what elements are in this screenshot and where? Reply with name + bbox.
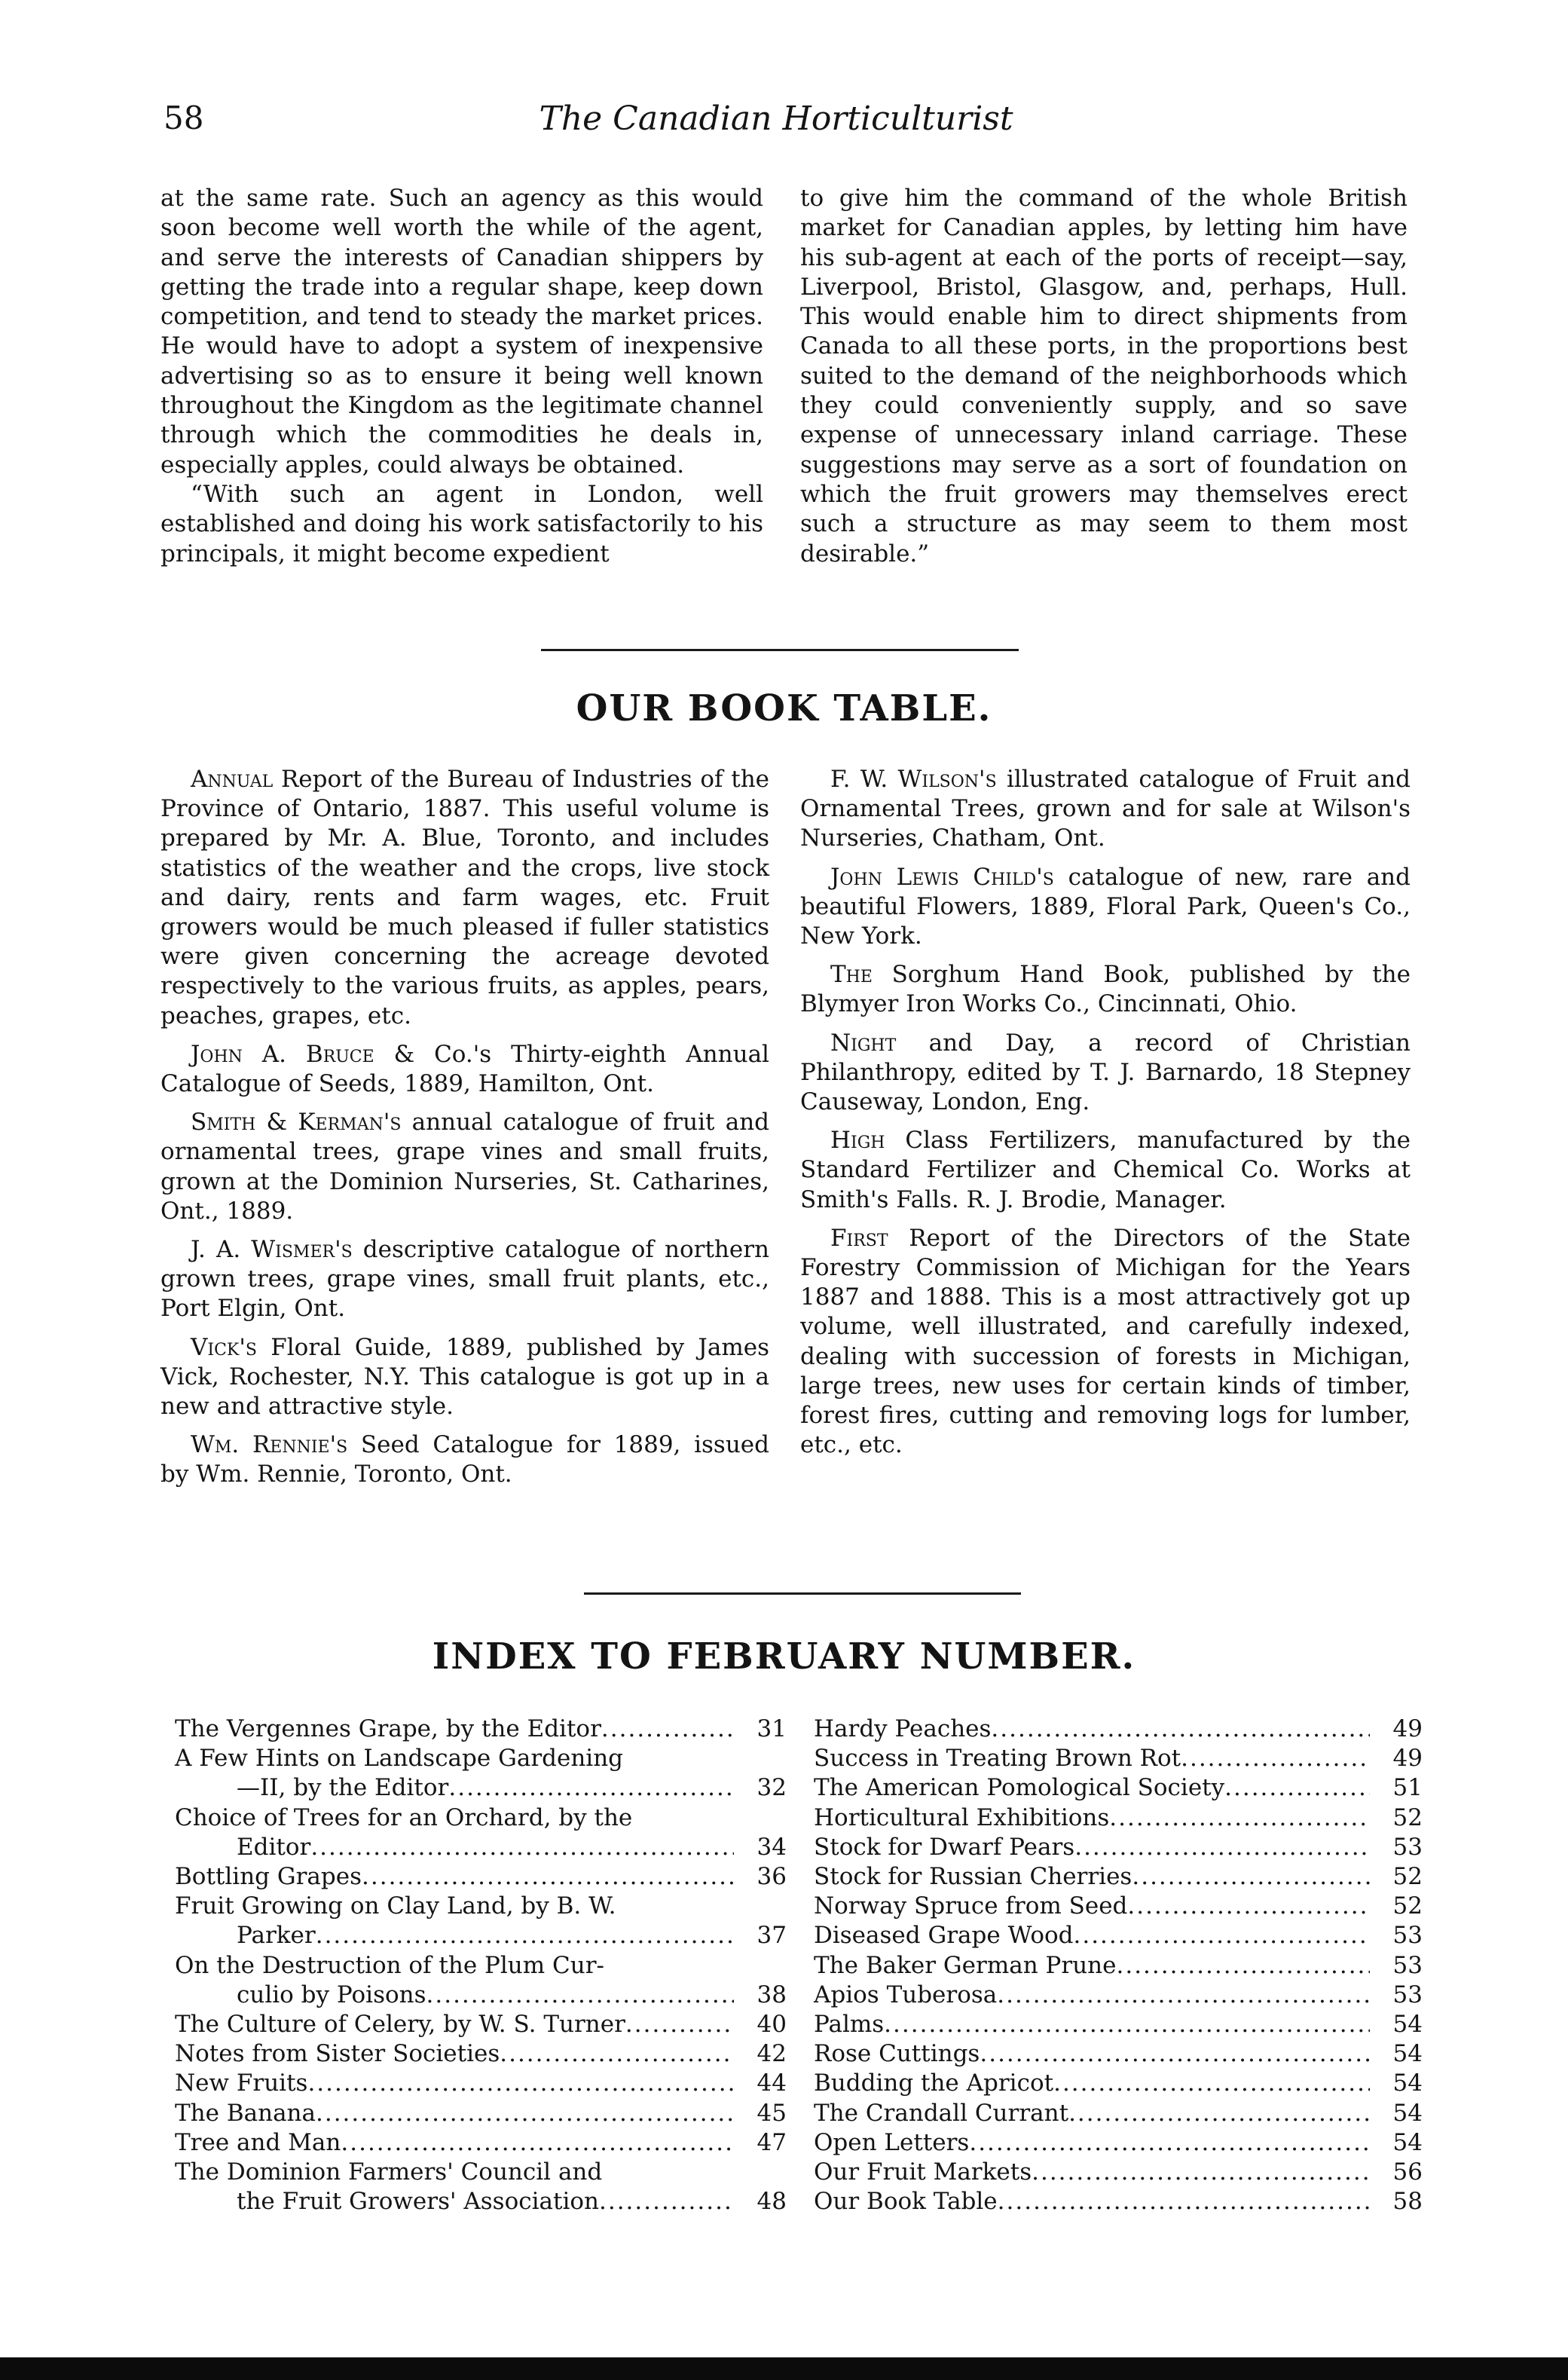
index-entry-page: 56 xyxy=(1392,2158,1423,2186)
dot-leader xyxy=(316,1921,734,1950)
dot-leader xyxy=(310,1833,734,1862)
dot-leader xyxy=(1127,1892,1370,1921)
index-entry xyxy=(814,2128,1423,2158)
index-entry-page: 47 xyxy=(756,2128,787,2156)
index-entry-page: 54 xyxy=(1392,2099,1423,2127)
book-entry-text: Seed Catalogue for 1889, issued by Wm. Rennie, Toronto, Ont. xyxy=(160,1431,769,1488)
book-table-title: OUR BOOK TABLE. xyxy=(576,687,992,730)
index-entry xyxy=(814,2158,1423,2187)
index-entry-title: the Fruit Growers' Association xyxy=(237,2188,599,2216)
dot-leader xyxy=(307,2069,734,2098)
book-entry xyxy=(800,1126,1411,1215)
index-entry-title: The Baker German Prune xyxy=(814,1951,1117,1979)
index-entry-title: Rose Cuttings xyxy=(814,2040,980,2068)
section-divider xyxy=(584,1592,1021,1595)
index-entry xyxy=(814,1921,1423,1950)
dot-leader xyxy=(1181,1744,1370,1773)
index-entry xyxy=(175,1744,787,1803)
index-entry-title: Parker xyxy=(237,1922,316,1950)
index-entry-page: 44 xyxy=(756,2069,787,2097)
book-entry xyxy=(160,1040,769,1099)
index-entry-page: 37 xyxy=(756,1922,787,1950)
book-entry-lead: Smith & Kerman's xyxy=(191,1109,402,1136)
book-table-left-column xyxy=(160,765,769,1499)
article-paragraph: to give him the command of the whole British market for Canadian apples, by letting him have his sub-agent at each of the ports of receipt—say, Liverpool, Bristol, Glasgow, and, perhaps, Hull. This would enable him to direct shipments from Canada to all these ports, in the proportions best suited to the demand of the neighborhoods which they could conveniently supply, and so save expense of unnecessary inland carriage. These suggestions may serve as a sort of foundation on which the fruit growers may themselves erect such a structure as may seem to them most desirable.” xyxy=(800,185,1408,567)
index-entry-title: Success in Treating Brown Rot xyxy=(814,1745,1181,1773)
dot-leader xyxy=(1132,1862,1370,1892)
index-entry-title: On the Destruction of the Plum Cur- xyxy=(175,1951,605,1979)
index-entry xyxy=(175,1892,787,1950)
book-entry-text: catalogue of new, rare and beautiful Flowers, 1889, Floral Park, Queen's Co., New York. xyxy=(800,863,1411,950)
article-paragraph: “With such an agent in London, well established and doing his work satisfactorily to his principals, it might become expedient xyxy=(160,480,763,567)
index-entry-page: 48 xyxy=(756,2188,787,2216)
dot-leader xyxy=(980,2039,1370,2069)
dot-leader xyxy=(1053,2069,1370,2098)
index-entry-title: The Crandall Currant xyxy=(814,2099,1069,2127)
article-paragraph: at the same rate. Such an agency as this would soon become well worth the while of the agent, and serve the interests of Canadian shippers by getting the trade into a regular shape, keep down competition, and tend to steady the market prices. He would have to adopt a system of inexpensive advertising so as to ensure it being well known throughout the Kingdom as the legitimate channel through which the commodities he deals in, especially apples, could always be obtained. xyxy=(160,185,763,479)
article-left-column xyxy=(160,184,763,569)
index-entry-title: The American Pomological Society xyxy=(814,1774,1225,1802)
bottom-edge-bar xyxy=(0,2357,1568,2380)
index-entry-page: 53 xyxy=(1392,1922,1423,1950)
page-number: 58 xyxy=(164,99,204,136)
index-entry-title: Our Book Table xyxy=(814,2188,998,2216)
index-entry-title: Tree and Man xyxy=(175,2128,341,2156)
index-entry xyxy=(175,2039,787,2069)
index-entry-page: 36 xyxy=(756,1863,787,1891)
book-entry-text: Class Fertilizers, manufactured by the Standard Fertilizer and Chemical Co. Works at Smith's Falls. R. J. Brodie, Manager. xyxy=(800,1127,1411,1213)
index-entry-title: Stock for Dwarf Pears xyxy=(814,1833,1075,1861)
book-entry-lead: Vick's xyxy=(191,1333,257,1361)
dot-leader xyxy=(991,1715,1370,1744)
book-entry-text: descriptive catalogue of northern grown trees, grape vines, small fruit plants, etc., Port Elgin, Ont. xyxy=(160,1236,769,1323)
index-entry-title: Stock for Russian Cherries xyxy=(814,1863,1132,1891)
book-entry xyxy=(800,960,1411,1019)
index-entry xyxy=(814,2039,1423,2069)
index-entry-title: —II, by the Editor xyxy=(237,1774,449,1802)
index-entry xyxy=(814,1951,1423,1981)
book-entry-text: annual catalogue of fruit and ornamental trees, grape vines and small fruits, grown at the Dominion Nurseries, St. Catharines, Ont., 1889. xyxy=(160,1109,769,1225)
index-entry xyxy=(814,1715,1423,1744)
index-entry-title: culio by Poisons xyxy=(237,1981,426,2008)
index-entry xyxy=(814,2099,1423,2128)
index-entry-title: Choice of Trees for an Orchard, by the xyxy=(175,1803,633,1831)
index-entry xyxy=(814,1744,1423,1773)
index-entry-page: 49 xyxy=(1392,1715,1423,1742)
index-entry-title: Notes from Sister Societies xyxy=(175,2040,500,2068)
index-right-column xyxy=(814,1715,1423,2216)
book-entry-lead: Wm. Rennie's xyxy=(191,1431,348,1459)
index-entry-page: 58 xyxy=(1392,2188,1423,2216)
dot-leader xyxy=(362,1862,734,1892)
index-entry-page: 49 xyxy=(1392,1745,1423,1773)
book-entry-lead: J. A. Wismer's xyxy=(191,1236,353,1264)
index-entry-title: The Vergennes Grape, by the Editor xyxy=(175,1715,601,1742)
book-entry xyxy=(800,1029,1411,1118)
index-entry-page: 40 xyxy=(756,2011,787,2039)
book-entry-text: & Co.'s Thirty-eighth Annual Catalogue of Seeds, 1889, Hamilton, Ont. xyxy=(160,1040,769,1098)
dot-leader xyxy=(1068,2099,1370,2128)
dot-leader xyxy=(884,2010,1370,2039)
book-entry xyxy=(160,1430,769,1489)
index-entry xyxy=(814,1862,1423,1892)
book-entry-text: illustrated catalogue of Fruit and Ornamental Trees, grown and for sale at Wilson's Nurseries, Chatham, Ont. xyxy=(800,766,1411,852)
index-entry xyxy=(814,1803,1423,1833)
index-entry-title: Budding the Apricot xyxy=(814,2069,1054,2097)
dot-leader xyxy=(448,1773,734,1803)
dot-leader xyxy=(1074,1833,1370,1862)
index-entry-title: Apios Tuberosa xyxy=(814,1981,998,2008)
article-right-column xyxy=(800,184,1408,569)
index-entry-page: 52 xyxy=(1392,1892,1423,1920)
index-entry-title: The Banana xyxy=(175,2099,316,2127)
index-entry xyxy=(175,1715,787,1744)
book-entry xyxy=(160,1108,769,1226)
index-entry-page: 54 xyxy=(1392,2128,1423,2156)
dot-leader xyxy=(500,2039,734,2069)
book-entry xyxy=(800,1224,1411,1461)
book-entry xyxy=(160,1333,769,1422)
book-entry-lead: John Lewis Child's xyxy=(830,863,1054,891)
dot-leader xyxy=(316,2099,734,2128)
index-entry-title: Palms xyxy=(814,2011,885,2039)
book-entry-text: Report of the Directors of the State Forestry Commission of Michigan for the Years 1887 and 1888. This is a most attractively got up volume, well illustrated, and carefully indexed, dealing with succession of forests in Michigan, large trees, new uses for certain kinds of timber, forest fires, cutting and removing logs for lumber, etc., etc. xyxy=(800,1224,1411,1459)
dot-leader xyxy=(341,2128,734,2158)
dot-leader xyxy=(625,2010,734,2039)
index-entry xyxy=(814,1833,1423,1862)
book-entry xyxy=(160,765,769,1031)
book-entry-text: and Day, a record of Christian Philanthropy, edited by T. J. Barnardo, 18 Stepney Causeway, London, Eng. xyxy=(800,1029,1411,1116)
book-entry-lead: The xyxy=(830,961,873,989)
book-entry-lead: Annual xyxy=(191,766,274,793)
index-entry-title: New Fruits xyxy=(175,2069,308,2097)
page-header xyxy=(154,99,1398,148)
index-entry-title: Fruit Growing on Clay Land, by B. W. xyxy=(175,1892,616,1920)
index-entry-page: 32 xyxy=(756,1774,787,1802)
index-entry-page: 52 xyxy=(1392,1803,1423,1831)
book-entry-lead: F. W. Wilson's xyxy=(830,766,997,793)
book-entry-text: Report of the Bureau of Industries of the Province of Ontario, 1887. This useful volume is prepared by Mr. A. Blue, Toronto, and includes statistics of the weather and the crops, live stock and dairy, rents and farm wages, etc. Fruit growers would be much pleased if fuller statistics were given concerning the acreage devoted respectively to the various fruits, as apples, pears, peaches, grapes, etc. xyxy=(160,766,769,1029)
index-entry-page: 51 xyxy=(1392,1774,1423,1802)
journal-title: The Canadian Horticulturist xyxy=(539,99,1013,138)
dot-leader xyxy=(1032,2158,1370,2187)
index-entry xyxy=(175,1951,787,2010)
index-entry-page: 52 xyxy=(1392,1863,1423,1891)
book-entry xyxy=(800,765,1411,854)
book-entry-lead: High xyxy=(830,1127,885,1155)
section-divider xyxy=(541,649,1019,651)
index-entry xyxy=(175,1803,787,1862)
index-entry xyxy=(175,2069,787,2098)
index-title: INDEX TO FEBRUARY NUMBER. xyxy=(432,1635,1136,1678)
index-entry-page: 42 xyxy=(756,2040,787,2068)
index-entry-page: 54 xyxy=(1392,2069,1423,2097)
index-entry-title: Bottling Grapes xyxy=(175,1863,362,1891)
index-entry-page: 31 xyxy=(756,1715,787,1742)
index-entry-title: A Few Hints on Landscape Gardening xyxy=(175,1745,624,1773)
index-entry-title: Norway Spruce from Seed xyxy=(814,1892,1128,1920)
index-entry-page: 54 xyxy=(1392,2040,1423,2068)
dot-leader xyxy=(1074,1921,1371,1950)
dot-leader xyxy=(998,2187,1370,2216)
dot-leader xyxy=(1224,1773,1370,1803)
index-entry-title: Editor xyxy=(237,1833,311,1861)
index-entry-title: Horticultural Exhibitions xyxy=(814,1803,1110,1831)
index-entry xyxy=(814,2187,1423,2216)
index-entry-title: The Dominion Farmers' Council and xyxy=(175,2158,603,2186)
book-entry-text: Floral Guide, 1889, published by James Vick, Rochester, N.Y. This catalogue is got up in a new and attractive style. xyxy=(160,1333,769,1421)
index-entry xyxy=(175,1862,787,1892)
index-entry-page: 45 xyxy=(756,2099,787,2127)
index-entry-page: 53 xyxy=(1392,1981,1423,2008)
dot-leader xyxy=(997,1981,1370,2010)
book-table-right-column xyxy=(800,765,1411,1469)
index-entry-page: 54 xyxy=(1392,2011,1423,2039)
index-entry-title: Hardy Peaches xyxy=(814,1715,992,1742)
index-entry xyxy=(814,2010,1423,2039)
index-entry xyxy=(814,2069,1423,2098)
book-entry xyxy=(160,1235,769,1324)
book-entry-lead: John A. Bruce xyxy=(191,1040,374,1068)
index-entry-title: The Culture of Celery, by W. S. Turner xyxy=(175,2011,625,2039)
index-entry xyxy=(175,2099,787,2128)
index-entry xyxy=(814,1892,1423,1921)
index-entry-page: 34 xyxy=(756,1833,787,1861)
index-entry-title: Open Letters xyxy=(814,2128,970,2156)
dot-leader xyxy=(969,2128,1370,2158)
index-left-column xyxy=(175,1715,787,2216)
book-entry-text: Sorghum Hand Book, published by the Blymyer Iron Works Co., Cincinnati, Ohio. xyxy=(800,961,1411,1018)
book-entry xyxy=(800,863,1411,952)
book-entry-lead: First xyxy=(830,1224,888,1252)
index-entry xyxy=(175,2128,787,2158)
dot-leader xyxy=(1109,1803,1370,1833)
book-entry-lead: Night xyxy=(830,1029,897,1057)
index-entry-page: 38 xyxy=(756,1981,787,2008)
index-entry xyxy=(814,1981,1423,2010)
index-entry xyxy=(175,2010,787,2039)
index-entry-page: 53 xyxy=(1392,1951,1423,1979)
index-entry xyxy=(814,1773,1423,1803)
index-entry-title: Diseased Grape Wood xyxy=(814,1922,1074,1950)
dot-leader xyxy=(426,1981,734,2010)
index-entry-title: Our Fruit Markets xyxy=(814,2158,1032,2186)
index-entry-page: 53 xyxy=(1392,1833,1423,1861)
dot-leader xyxy=(599,2187,734,2216)
dot-leader xyxy=(1117,1951,1371,1981)
dot-leader xyxy=(601,1715,734,1744)
index-entry xyxy=(175,2158,787,2216)
